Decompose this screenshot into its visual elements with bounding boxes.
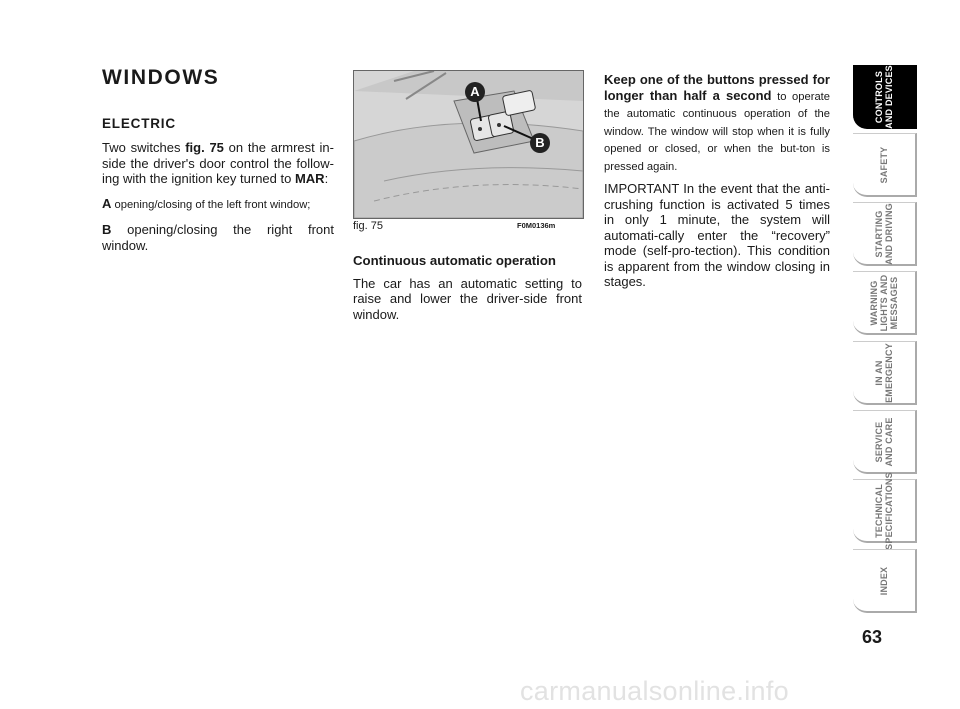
tab-label: SERVICE AND CARE	[874, 416, 894, 467]
tab-label: SAFETY	[879, 146, 889, 183]
ignition-key-position: MAR	[294, 171, 325, 186]
callout-a-label: A	[470, 84, 480, 99]
item-a-text: opening/closing of the left front window;	[111, 198, 311, 211]
item-a-letter: A	[102, 195, 112, 211]
tab-label: CONTROLS AND DEVICES	[874, 64, 894, 129]
tab-controls-and-devices[interactable]	[853, 65, 917, 129]
tab-service-and-care[interactable]	[853, 410, 917, 474]
tab-label: IN AN EMERGENCY	[874, 342, 894, 403]
intro-text-1: Two switches	[102, 140, 186, 155]
continuous-heading: Continuous automatic operation	[353, 253, 556, 268]
intro-text-2: on the armrest in-side the driver's door control the follow-ing with the ignition key turned to	[102, 140, 334, 186]
tab-emergency[interactable]	[853, 341, 917, 405]
fig-reference: fig. 75	[185, 140, 224, 155]
figure-code: F0M0136m	[517, 221, 556, 230]
tab-label: WARNING LIGHTS AND MESSAGES	[869, 274, 899, 331]
tab-safety[interactable]	[853, 133, 917, 197]
watermark: carmanualsonline.info	[520, 676, 789, 706]
continuous-text: The car has an automatic setting to raise and lower the driver-side front window.	[353, 275, 582, 322]
tab-label: STARTING AND DRIVING	[874, 202, 894, 265]
subsection-title: ELECTRIC	[102, 116, 176, 131]
col3-paragraph-2: IMPORTANT In the event that the anti-crushing function is activated 5 times in only 1 minute, the system will automati-cally enter the “recovery” mode (self-pro-tection). This condition is apparent from the window closing in stages.	[604, 181, 830, 289]
item-b-letter: B	[102, 222, 112, 237]
intro-text-3: :	[324, 171, 329, 186]
column-middle	[353, 253, 582, 322]
tab-label: INDEX	[879, 566, 889, 595]
col3-p1-rest: to operate the automatic continuous operation of the window. The window will stop when it is fully opened or closed, or when the but-ton is pressed again.	[604, 90, 831, 173]
column-right	[604, 72, 830, 290]
callout-b-label: B	[535, 135, 545, 150]
tab-label: TECHNICAL SPECIFICATIONS	[874, 471, 894, 550]
col3-bold-lead: Keep one of the buttons pressed for longer than half a second	[604, 72, 830, 103]
page-number: 63	[862, 627, 883, 647]
tab-index[interactable]	[853, 549, 917, 613]
tab-starting-and-driving[interactable]	[853, 202, 917, 266]
tab-technical-specifications[interactable]	[853, 471, 917, 550]
intro-paragraph	[102, 140, 334, 187]
section-title: WINDOWS	[102, 66, 220, 89]
item-b-text: opening/closing the right front window.	[102, 222, 334, 253]
item-b	[102, 222, 334, 253]
figure-caption: fig. 75	[353, 220, 383, 232]
callout-b	[530, 133, 550, 153]
tab-warning-lights[interactable]	[853, 271, 917, 335]
item-a	[102, 196, 334, 214]
column-left	[102, 140, 334, 253]
col3-paragraph-1	[604, 72, 830, 175]
callout-a	[465, 82, 485, 102]
figure-window-switches	[353, 70, 584, 219]
